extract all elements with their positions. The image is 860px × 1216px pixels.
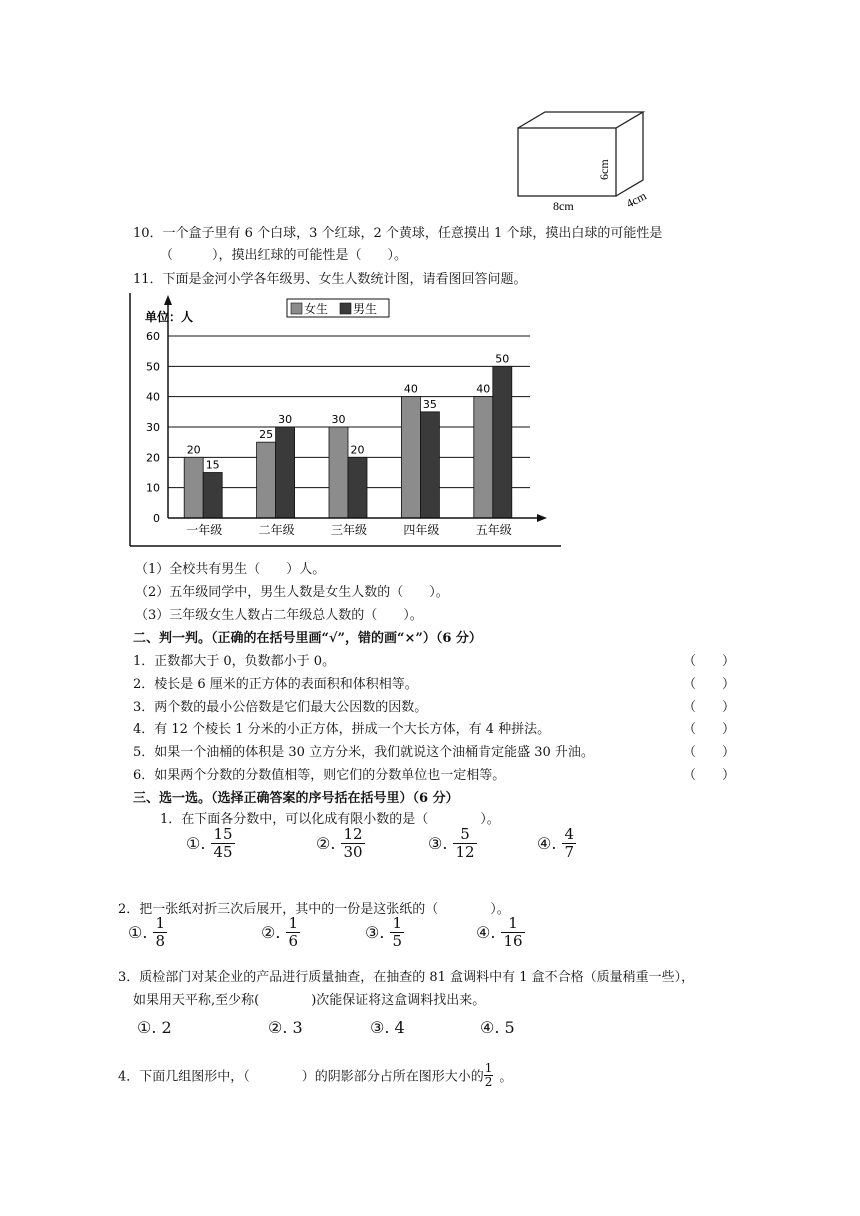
sub-question-3: （3）三年级女生人数占二年级总人数的（ ）。 xyxy=(135,608,423,623)
s3-q1-text: 1．在下面各分数中，可以化成有限小数的是（ ）。 xyxy=(160,812,500,827)
q11-text: 11．下面是金河小学各年级男、女生人数统计图，请看图回答问题。 xyxy=(133,272,527,287)
option-fraction: $\frac{1}{6}$ xyxy=(288,914,298,951)
chart-unit-label: 单位：人 xyxy=(145,310,194,324)
s3-q2-option-2[interactable] xyxy=(261,915,300,951)
s3-q4-end: 。 xyxy=(499,1069,513,1085)
y-tick-label: 40 xyxy=(146,390,160,404)
s3-q3-option-4[interactable]: ④. 5 xyxy=(480,1018,515,1037)
option-label: ①. xyxy=(186,834,206,854)
option-label: ③. xyxy=(365,923,385,943)
legend-label-boys: 男生 xyxy=(353,302,378,316)
bar-value-label: 30 xyxy=(278,413,293,426)
bar-girls xyxy=(474,397,493,518)
section2-item-3: 3．两个数的最小公倍数是它们最大公因数的因数。 xyxy=(133,700,428,715)
chart-legend xyxy=(287,299,389,317)
q10-line2: （ ），摸出红球的可能性是（ ）。 xyxy=(160,248,408,263)
y-tick-label: 60 xyxy=(146,330,160,343)
bar-chart xyxy=(125,293,565,548)
x-category-label: 一年级 xyxy=(186,523,223,537)
bar-girls xyxy=(184,457,203,518)
x-category-label: 五年级 xyxy=(475,523,512,537)
answer-paren-4[interactable]: （ ） xyxy=(683,722,736,737)
option-fraction: $\frac{1}{5}$ xyxy=(392,914,402,951)
section2-title: 二、判一判。（正确的在括号里画“√”，错的画“×”）（6 分） xyxy=(133,631,482,646)
answer-paren-6[interactable]: （ ） xyxy=(683,768,736,783)
bar-value-label: 20 xyxy=(186,443,201,457)
option-fraction: $\frac{5}{12}$ xyxy=(455,825,475,862)
option-fraction: $\frac{12}{30}$ xyxy=(343,825,363,862)
option-label: ④. xyxy=(476,923,496,943)
bar-value-label: 50 xyxy=(495,352,510,366)
y-tick-label: 50 xyxy=(146,360,160,374)
section2-item-4: 4．有 12 个棱长 1 分米的小正方体，拼成一个大长方体，有 4 种拼法。 xyxy=(133,722,551,737)
legend-swatch-boys xyxy=(340,303,351,314)
section2-item-6: 6．如果两个分数的分数值相等，则它们的分数单位也一定相等。 xyxy=(133,768,506,783)
s3-q3-option-2[interactable]: ②. 3 xyxy=(268,1018,303,1037)
cuboid-figure xyxy=(505,108,665,213)
s3-q1-option-3[interactable] xyxy=(428,826,477,862)
sub-question-1: （1）全校共有男生（ ）人。 xyxy=(135,562,326,577)
answer-paren-5[interactable]: （ ） xyxy=(683,745,736,760)
legend-swatch-girls xyxy=(291,303,302,314)
s3-q4 xyxy=(118,1062,512,1088)
section2-item-1: 1．正数都大于 0，负数都小于 0。 xyxy=(133,654,336,669)
bar-value-label: 20 xyxy=(350,443,365,457)
section2-item-2: 2．棱长是 6 厘米的正方体的表面积和体积相等。 xyxy=(133,677,418,692)
s3-q4-fraction: $\frac{1}{2}$ xyxy=(484,1061,493,1089)
bar-boys xyxy=(203,473,222,519)
option-fraction: $\frac{1}{16}$ xyxy=(503,914,523,951)
bar-value-label: 25 xyxy=(259,428,274,442)
option-label: ①. xyxy=(128,923,148,943)
bar-girls xyxy=(401,397,420,518)
bar-girls xyxy=(257,442,276,518)
option-fraction: $\frac{1}{8}$ xyxy=(155,914,165,951)
s3-q3-option-1[interactable]: ①. 2 xyxy=(137,1018,172,1037)
bar-girls xyxy=(329,427,348,518)
box-width-label: 4cm xyxy=(623,188,649,211)
option-fraction: $\frac{4}{7}$ xyxy=(564,825,574,862)
s3-q4-text: 4．下面几组图形中，（ ）的阴影部分占所在图形大小的 xyxy=(118,1069,484,1085)
answer-paren-3[interactable]: （ ） xyxy=(683,700,736,715)
legend-label-girls: 女生 xyxy=(304,302,329,316)
option-label: ②. xyxy=(316,834,336,854)
s3-q3-line1: 3．质检部门对某企业的产品进行质量抽查，在抽查的 81 盒调料中有 1 盒不合格（质量稍重一些）， xyxy=(118,970,695,985)
bar-value-label: 40 xyxy=(476,382,491,396)
section3-title: 三、选一选。（选择正确答案的序号括在括号里）（6 分） xyxy=(133,791,459,806)
x-category-label: 四年级 xyxy=(403,523,440,537)
bar-value-label: 40 xyxy=(403,382,418,396)
option-fraction: $\frac{15}{45}$ xyxy=(213,825,233,862)
bar-boys xyxy=(493,366,512,518)
bar-boys xyxy=(348,457,367,518)
bar-value-label: 15 xyxy=(205,458,220,472)
bar-boys xyxy=(420,412,439,518)
s3-q1-option-2[interactable] xyxy=(316,826,365,862)
s3-q1-option-4[interactable] xyxy=(537,826,576,862)
y-tick-label: 20 xyxy=(146,451,160,465)
answer-paren-1[interactable]: （ ） xyxy=(683,654,736,669)
q10-line1: 10．一个盒子里有 6 个白球，3 个红球，2 个黄球，任意摸出 1 个球，摸出白球的可能性是 xyxy=(133,226,663,241)
x-category-label: 二年级 xyxy=(258,523,295,537)
y-tick-label: 30 xyxy=(146,421,160,434)
option-label: ②. xyxy=(261,923,281,943)
bar-value-label: 35 xyxy=(422,397,437,411)
s3-q2-option-1[interactable] xyxy=(128,915,167,951)
option-label: ③. xyxy=(428,834,448,854)
sub-question-2: （2）五年级同学中，男生人数是女生人数的（ ）。 xyxy=(135,585,449,600)
bar-value-label: 30 xyxy=(331,413,346,426)
s3-q2-text: 2．把一张纸对折三次后展开，其中的一份是这张纸的（ ）。 xyxy=(118,902,510,917)
bar-boys xyxy=(276,427,295,518)
s3-q2-option-3[interactable] xyxy=(365,915,404,951)
section2-item-5: 5．如果一个油桶的体积是 30 立方分米，我们就说这个油桶肯定能盛 30 升油。 xyxy=(133,745,594,760)
box-length-label: 8cm xyxy=(553,199,574,213)
s3-q1-option-1[interactable] xyxy=(186,826,235,862)
y-tick-label: 0 xyxy=(153,512,160,525)
answer-paren-2[interactable]: （ ） xyxy=(683,677,736,692)
y-tick-label: 10 xyxy=(146,481,160,495)
s3-q3-line2: 如果用天平称,至少称( )次能保证将这盒调料找出来。 xyxy=(133,993,486,1008)
x-category-label: 三年级 xyxy=(330,523,368,537)
option-label: ④. xyxy=(537,834,557,854)
box-height-label: 6cm xyxy=(597,159,611,180)
s3-q3-option-3[interactable]: ③. 4 xyxy=(370,1018,405,1037)
s3-q2-option-4[interactable] xyxy=(476,915,525,951)
